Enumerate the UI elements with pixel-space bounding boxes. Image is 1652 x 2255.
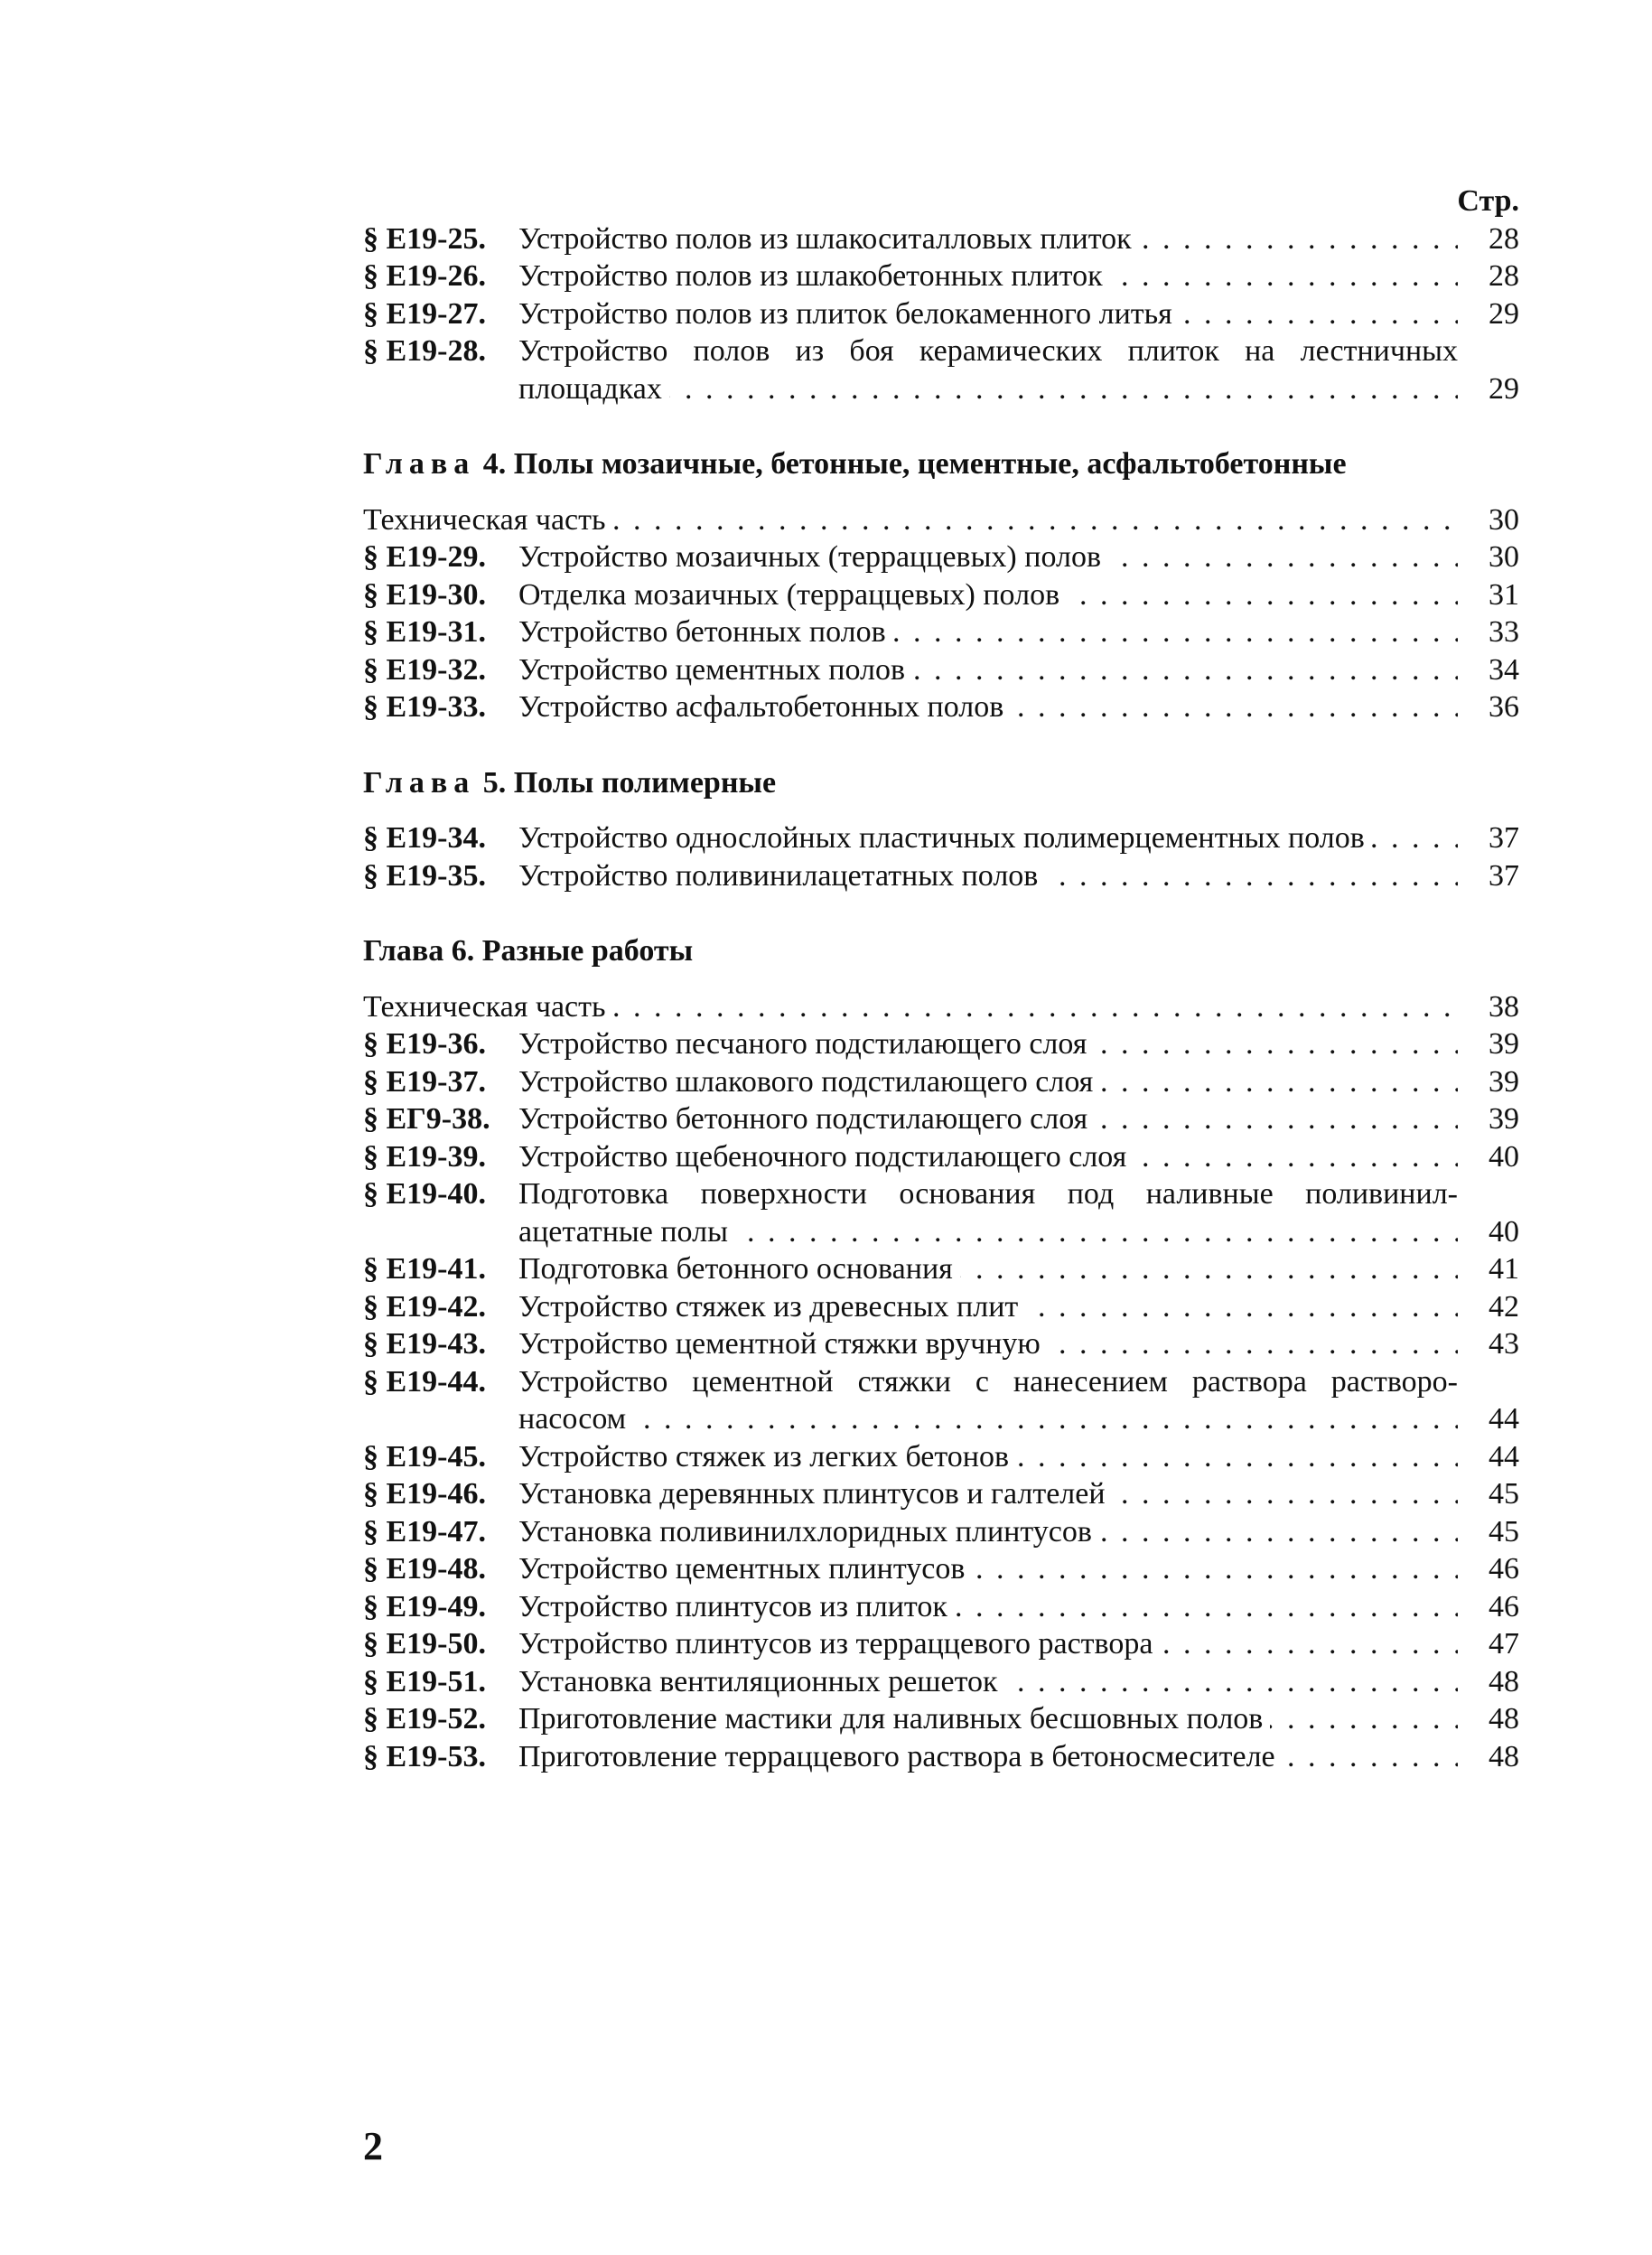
toc-row-technical-part-ch4 xyxy=(363,501,1519,539)
toc-entry-title-text: Устройство однослойных пластичных полимерцементных полов xyxy=(518,821,1372,855)
toc-row xyxy=(363,688,1519,726)
toc-entry-code xyxy=(363,1625,518,1663)
toc-entry-page: 44 xyxy=(1489,1439,1519,1474)
toc-entry-code xyxy=(363,1550,518,1588)
toc-entry-page: 40 xyxy=(1489,1139,1519,1174)
toc-entry-page: 44 xyxy=(1489,1402,1519,1436)
toc-row xyxy=(363,220,1519,258)
toc-block-4 xyxy=(363,1025,1519,1775)
toc-entry-code xyxy=(363,1513,518,1551)
toc-entry-code xyxy=(363,1475,518,1513)
toc-entry-code xyxy=(363,332,518,370)
toc-entry-page: 29 xyxy=(1489,296,1519,331)
toc-entry-code-text: Е19-34. xyxy=(386,821,486,855)
toc-entry-page: 48 xyxy=(1489,1702,1519,1736)
section-symbol: § xyxy=(363,1364,378,1399)
toc-entry-page: 37 xyxy=(1489,821,1519,855)
toc-entry-title xyxy=(518,857,1458,895)
chapter-4-heading xyxy=(363,445,1519,483)
toc-row xyxy=(363,538,1519,576)
toc-entry-code-text: Е19-45. xyxy=(386,1439,486,1474)
toc-entry-code-text: Е19-33. xyxy=(386,690,486,724)
section-symbol: § xyxy=(363,1439,378,1474)
section-symbol: § xyxy=(363,1664,378,1698)
toc-row xyxy=(363,1175,1519,1213)
toc-entry-code xyxy=(363,1363,518,1401)
toc-entry-title-text: Установка поливинилхлоридных плинтусов xyxy=(518,1515,1099,1549)
toc-entry-code xyxy=(363,1325,518,1363)
toc-entry-title-text: Устройство плинтусов из плиток xyxy=(518,1590,955,1623)
toc-entry-title xyxy=(518,1250,1458,1288)
toc-row-continuation xyxy=(363,370,1519,408)
toc-entry-page: 38 xyxy=(1489,989,1519,1024)
toc-entry-title-text: Устройство бетонных полов xyxy=(518,615,893,649)
toc-row xyxy=(363,1100,1519,1138)
section-symbol: § xyxy=(363,259,378,293)
toc-row xyxy=(363,1250,1519,1288)
toc-entry-code-text: Е19-36. xyxy=(386,1027,486,1061)
section-symbol: § xyxy=(363,652,378,687)
toc-entry-page: 39 xyxy=(1489,1102,1519,1136)
section-symbol: § xyxy=(363,821,378,855)
toc-entry-title xyxy=(518,257,1458,295)
toc-entry-code xyxy=(363,1700,518,1738)
chapter-6-title: Глава 6. Разные работы xyxy=(363,934,694,968)
section-symbol: § xyxy=(363,1027,378,1061)
toc-entry-code-text: Е19-39. xyxy=(386,1139,486,1174)
section-symbol: § xyxy=(363,334,378,368)
section-symbol: § xyxy=(363,858,378,893)
toc-entry-code xyxy=(363,1138,518,1176)
toc-entry-code xyxy=(363,1063,518,1101)
toc-row xyxy=(363,295,1519,333)
toc-entry-title-text: Устройство плинтусов из терраццевого раствора xyxy=(518,1627,1160,1661)
toc-entry-page: 29 xyxy=(1489,371,1519,406)
toc-entry-code xyxy=(363,1025,518,1063)
toc-entry-code xyxy=(363,1175,518,1213)
toc-entry-code-text: Е19-43. xyxy=(386,1327,486,1361)
toc-entry-title-text: Устройство шлакового подстилающего слоя xyxy=(518,1065,1100,1099)
section-symbol: § xyxy=(363,1627,378,1661)
toc-entry-title-text: Приготовление терраццевого раствора в бетоносмесителе xyxy=(518,1740,1283,1773)
toc-row xyxy=(363,1138,1519,1176)
toc-entry-code-text: Е19-29. xyxy=(386,540,486,574)
toc-entry-title xyxy=(518,819,1458,857)
toc-entry-title-text: насосом xyxy=(518,1402,633,1436)
toc-row xyxy=(363,1513,1519,1551)
section-symbol: § xyxy=(363,1327,378,1361)
toc-entry-title-text: Техническая часть xyxy=(363,990,613,1024)
toc-entry-title xyxy=(363,988,1458,1026)
section-symbol: § xyxy=(363,1552,378,1586)
toc-entry-code xyxy=(363,257,518,295)
section-symbol: § xyxy=(363,615,378,649)
toc-entry-page: 36 xyxy=(1489,690,1519,724)
toc-entry-code-text: Е19-37. xyxy=(386,1064,486,1099)
toc-entry-title-text: Устройство цементной стяжки с нанесением раствора растворо- xyxy=(518,1364,1458,1399)
toc-entry-page: 34 xyxy=(1489,652,1519,687)
toc-entry-code xyxy=(363,1588,518,1626)
toc-entry-title xyxy=(518,1100,1458,1138)
toc-entry-code-text: Е19-41. xyxy=(386,1252,486,1286)
toc-entry-title xyxy=(518,1025,1458,1063)
toc-row xyxy=(363,1663,1519,1701)
toc-entry-title xyxy=(518,1288,1458,1326)
toc-entry-title-text: Устройство поливинилацетатных полов xyxy=(518,859,1045,893)
toc-entry-page: 39 xyxy=(1489,1027,1519,1061)
toc-entry-page: 37 xyxy=(1489,858,1519,893)
toc-entry-title-text: Устройство бетонного подстилающего слоя xyxy=(518,1102,1095,1136)
toc-entry-title xyxy=(518,1625,1458,1663)
section-symbol: § xyxy=(363,577,378,612)
toc-entry-title xyxy=(518,370,1458,408)
toc-entry-title-text: Подготовка бетонного основания xyxy=(518,1252,960,1286)
chapter-5-title: 5. Полы полимерные xyxy=(482,765,777,800)
toc-entry-page: 30 xyxy=(1489,540,1519,574)
toc-entry-code-text: Е19-35. xyxy=(386,858,486,893)
toc-entry-code xyxy=(363,1250,518,1288)
section-symbol: § xyxy=(363,1589,378,1623)
toc-entry-title-text: ацетатные полы xyxy=(518,1215,735,1249)
toc-entry-page: 33 xyxy=(1489,615,1519,649)
toc-entry-code xyxy=(363,538,518,576)
toc-entry-title-text: Устройство полов из плиток белокаменного литья xyxy=(518,297,1180,331)
toc-row xyxy=(363,1438,1519,1476)
toc-entry-title xyxy=(518,651,1458,689)
toc-entry-title-text: Приготовление мастики для наливных бесшовных полов xyxy=(518,1702,1270,1736)
toc-entry-title xyxy=(518,1588,1458,1626)
toc-entry-code-text: Е19-49. xyxy=(386,1589,486,1623)
toc-entry-title xyxy=(518,1663,1458,1701)
toc-block-3 xyxy=(363,819,1519,894)
toc-entry-code xyxy=(363,819,518,857)
toc-entry-code xyxy=(363,613,518,651)
toc-entry-page: 42 xyxy=(1489,1289,1519,1324)
toc-block-2 xyxy=(363,538,1519,726)
toc-entry-title xyxy=(518,1213,1458,1251)
toc-row xyxy=(363,332,1519,370)
toc-entry-title xyxy=(518,1700,1458,1738)
toc-entry-title-text: Устройство цементных полов xyxy=(518,653,912,687)
toc-entry-code-text: Е19-42. xyxy=(386,1289,486,1324)
toc-entry-page: 48 xyxy=(1489,1739,1519,1773)
toc-entry-title-text: Устройство полов из боя керамических плиток на лестничных xyxy=(518,334,1458,368)
toc-row xyxy=(363,257,1519,295)
section-symbol: § xyxy=(363,690,378,724)
page-number: 2 xyxy=(363,2124,383,2168)
toc-entry-page: 28 xyxy=(1489,221,1519,256)
toc-entry-code-text: Е19-32. xyxy=(386,652,486,687)
toc-entry-title xyxy=(518,688,1458,726)
toc-entry-page: 46 xyxy=(1489,1589,1519,1623)
toc-entry-title-text: Отделка мозаичных (терраццевых) полов xyxy=(518,578,1067,612)
section-symbol: § xyxy=(363,1477,378,1511)
toc-entry-title-text: Устройство цементных плинтусов xyxy=(518,1552,972,1586)
toc-row xyxy=(363,1475,1519,1513)
toc-entry-title-text: Устройство полов из шлакобетонных плиток xyxy=(518,259,1110,293)
toc-entry-title-text: Устройство цементной стяжки вручную xyxy=(518,1327,1048,1361)
chapter-5-prefix: Глава xyxy=(363,765,476,800)
toc-row xyxy=(363,1288,1519,1326)
chapter-6-heading xyxy=(363,932,1519,970)
toc-row xyxy=(363,1363,1519,1401)
toc-entry-code-text: ЕГ9-38. xyxy=(386,1102,490,1136)
section-symbol: § xyxy=(363,1739,378,1773)
section-symbol: § xyxy=(363,1139,378,1174)
section-symbol: § xyxy=(363,1252,378,1286)
table-of-contents xyxy=(363,182,1519,1775)
section-symbol: § xyxy=(363,1514,378,1549)
toc-entry-title-text: Устройство песчаного подстилающего слоя xyxy=(518,1027,1094,1061)
toc-row-continuation xyxy=(363,1213,1519,1251)
toc-entry-page: 39 xyxy=(1489,1064,1519,1099)
toc-entry-title-text: Техническая часть xyxy=(363,503,613,537)
toc-entry-page: 48 xyxy=(1489,1664,1519,1698)
toc-entry-title-text: Устройство асфальтобетонных полов xyxy=(518,690,1011,724)
toc-entry-code-text: Е19-40. xyxy=(386,1177,486,1211)
toc-entry-page: 43 xyxy=(1489,1327,1519,1361)
toc-entry-code-text: Е19-28. xyxy=(386,334,486,368)
toc-entry-title xyxy=(518,295,1458,333)
toc-entry-page: 45 xyxy=(1489,1477,1519,1511)
toc-entry-title-text: Установка деревянных плинтусов и галтелей xyxy=(518,1477,1113,1511)
section-symbol: § xyxy=(363,296,378,331)
toc-entry-title-text: площадках xyxy=(518,372,669,406)
section-symbol: § xyxy=(363,1177,378,1211)
toc-entry-title-text: Устройство стяжек из древесных плит xyxy=(518,1290,1025,1324)
toc-row xyxy=(363,1063,1519,1101)
toc-row xyxy=(363,1588,1519,1626)
toc-entry-title xyxy=(518,1063,1458,1101)
toc-entry-code xyxy=(363,576,518,614)
toc-entry-code-text: Е19-25. xyxy=(386,221,486,256)
page-column-header: Стр. xyxy=(1457,184,1519,218)
toc-row xyxy=(363,1738,1519,1776)
toc-entry-code xyxy=(363,688,518,726)
toc-entry-title xyxy=(518,1175,1458,1213)
toc-entry-title xyxy=(518,1138,1458,1176)
toc-entry-title xyxy=(518,576,1458,614)
toc-row xyxy=(363,613,1519,651)
section-symbol: § xyxy=(363,221,378,256)
toc-entry-title xyxy=(518,1400,1458,1438)
toc-entry-title-text: Устройство щебеночного подстилающего слоя xyxy=(518,1140,1134,1174)
toc-entry-code xyxy=(363,857,518,895)
toc-entry-code xyxy=(363,295,518,333)
toc-entry-page: 47 xyxy=(1489,1627,1519,1661)
toc-entry-code xyxy=(363,1738,518,1776)
toc-entry-code-text: Е19-27. xyxy=(386,296,486,331)
toc-row xyxy=(363,651,1519,689)
toc-entry-title xyxy=(518,332,1458,370)
toc-entry-code-text: Е19-44. xyxy=(386,1364,486,1399)
section-symbol: § xyxy=(363,1702,378,1736)
toc-entry-code-text: Е19-52. xyxy=(386,1702,486,1736)
toc-entry-code-text: Е19-46. xyxy=(386,1477,486,1511)
toc-entry-code-text: Е19-48. xyxy=(386,1552,486,1586)
toc-row xyxy=(363,1325,1519,1363)
toc-row xyxy=(363,1625,1519,1663)
chapter-4-title: 4. Полы мозаичные, бетонные, цементные, асфальтобетонные xyxy=(482,447,1347,481)
toc-entry-code-text: Е19-47. xyxy=(386,1514,486,1549)
toc-entry-page: 28 xyxy=(1489,259,1519,293)
toc-entry-title xyxy=(518,1438,1458,1476)
toc-entry-title-text: Устройство полов из шлакоситалловых плиток xyxy=(518,222,1139,256)
toc-entry-title-text: Устройство мозаичных (терраццевых) полов xyxy=(518,540,1108,574)
toc-entry-code-text: Е19-31. xyxy=(386,615,486,649)
toc-entry-code xyxy=(363,220,518,258)
toc-entry-title-text: Установка вентиляционных решеток xyxy=(518,1665,1005,1698)
toc-entry-code xyxy=(363,1100,518,1138)
toc-entry-title xyxy=(518,220,1458,258)
toc-row xyxy=(363,857,1519,895)
toc-entry-title xyxy=(363,501,1458,539)
toc-entry-title xyxy=(518,1513,1458,1551)
toc-row-continuation xyxy=(363,1400,1519,1438)
toc-row xyxy=(363,819,1519,857)
toc-entry-page: 41 xyxy=(1489,1252,1519,1286)
toc-entry-title xyxy=(518,1738,1458,1776)
toc-entry-code-text: Е19-30. xyxy=(386,577,486,612)
toc-row xyxy=(363,576,1519,614)
toc-entry-code-text: Е19-50. xyxy=(386,1627,486,1661)
toc-entry-title xyxy=(518,1475,1458,1513)
toc-row xyxy=(363,1025,1519,1063)
section-symbol: § xyxy=(363,1102,378,1136)
section-symbol: § xyxy=(363,1064,378,1099)
toc-row-technical-part-ch6 xyxy=(363,988,1519,1026)
toc-entry-code-text: Е19-26. xyxy=(386,259,486,293)
toc-entry-title-text: Устройство стяжек из легких бетонов xyxy=(518,1440,1016,1474)
toc-entry-code xyxy=(363,1288,518,1326)
toc-entry-title xyxy=(518,613,1458,651)
toc-entry-page: 31 xyxy=(1489,577,1519,612)
toc-entry-title xyxy=(518,1550,1458,1588)
toc-block-1 xyxy=(363,220,1519,408)
chapter-4-prefix: Глава xyxy=(363,447,476,481)
toc-row xyxy=(363,1700,1519,1738)
toc-entry-code xyxy=(363,651,518,689)
toc-entry-code-text: Е19-51. xyxy=(386,1664,486,1698)
toc-entry-title-text: Подготовка поверхности основания под наливные поливинил- xyxy=(518,1177,1458,1211)
toc-entry-page: 30 xyxy=(1489,502,1519,537)
toc-entry-code xyxy=(363,1663,518,1701)
toc-entry-code xyxy=(363,1438,518,1476)
chapter-5-heading xyxy=(363,764,1519,802)
toc-entry-page: 46 xyxy=(1489,1552,1519,1586)
toc-row xyxy=(363,1550,1519,1588)
section-symbol: § xyxy=(363,540,378,574)
toc-entry-title xyxy=(518,1325,1458,1363)
toc-entry-page: 45 xyxy=(1489,1514,1519,1549)
toc-entry-title xyxy=(518,538,1458,576)
section-symbol: § xyxy=(363,1289,378,1324)
toc-entry-code-text: Е19-53. xyxy=(386,1739,486,1773)
toc-entry-page: 40 xyxy=(1489,1214,1519,1249)
toc-entry-title xyxy=(518,1363,1458,1401)
